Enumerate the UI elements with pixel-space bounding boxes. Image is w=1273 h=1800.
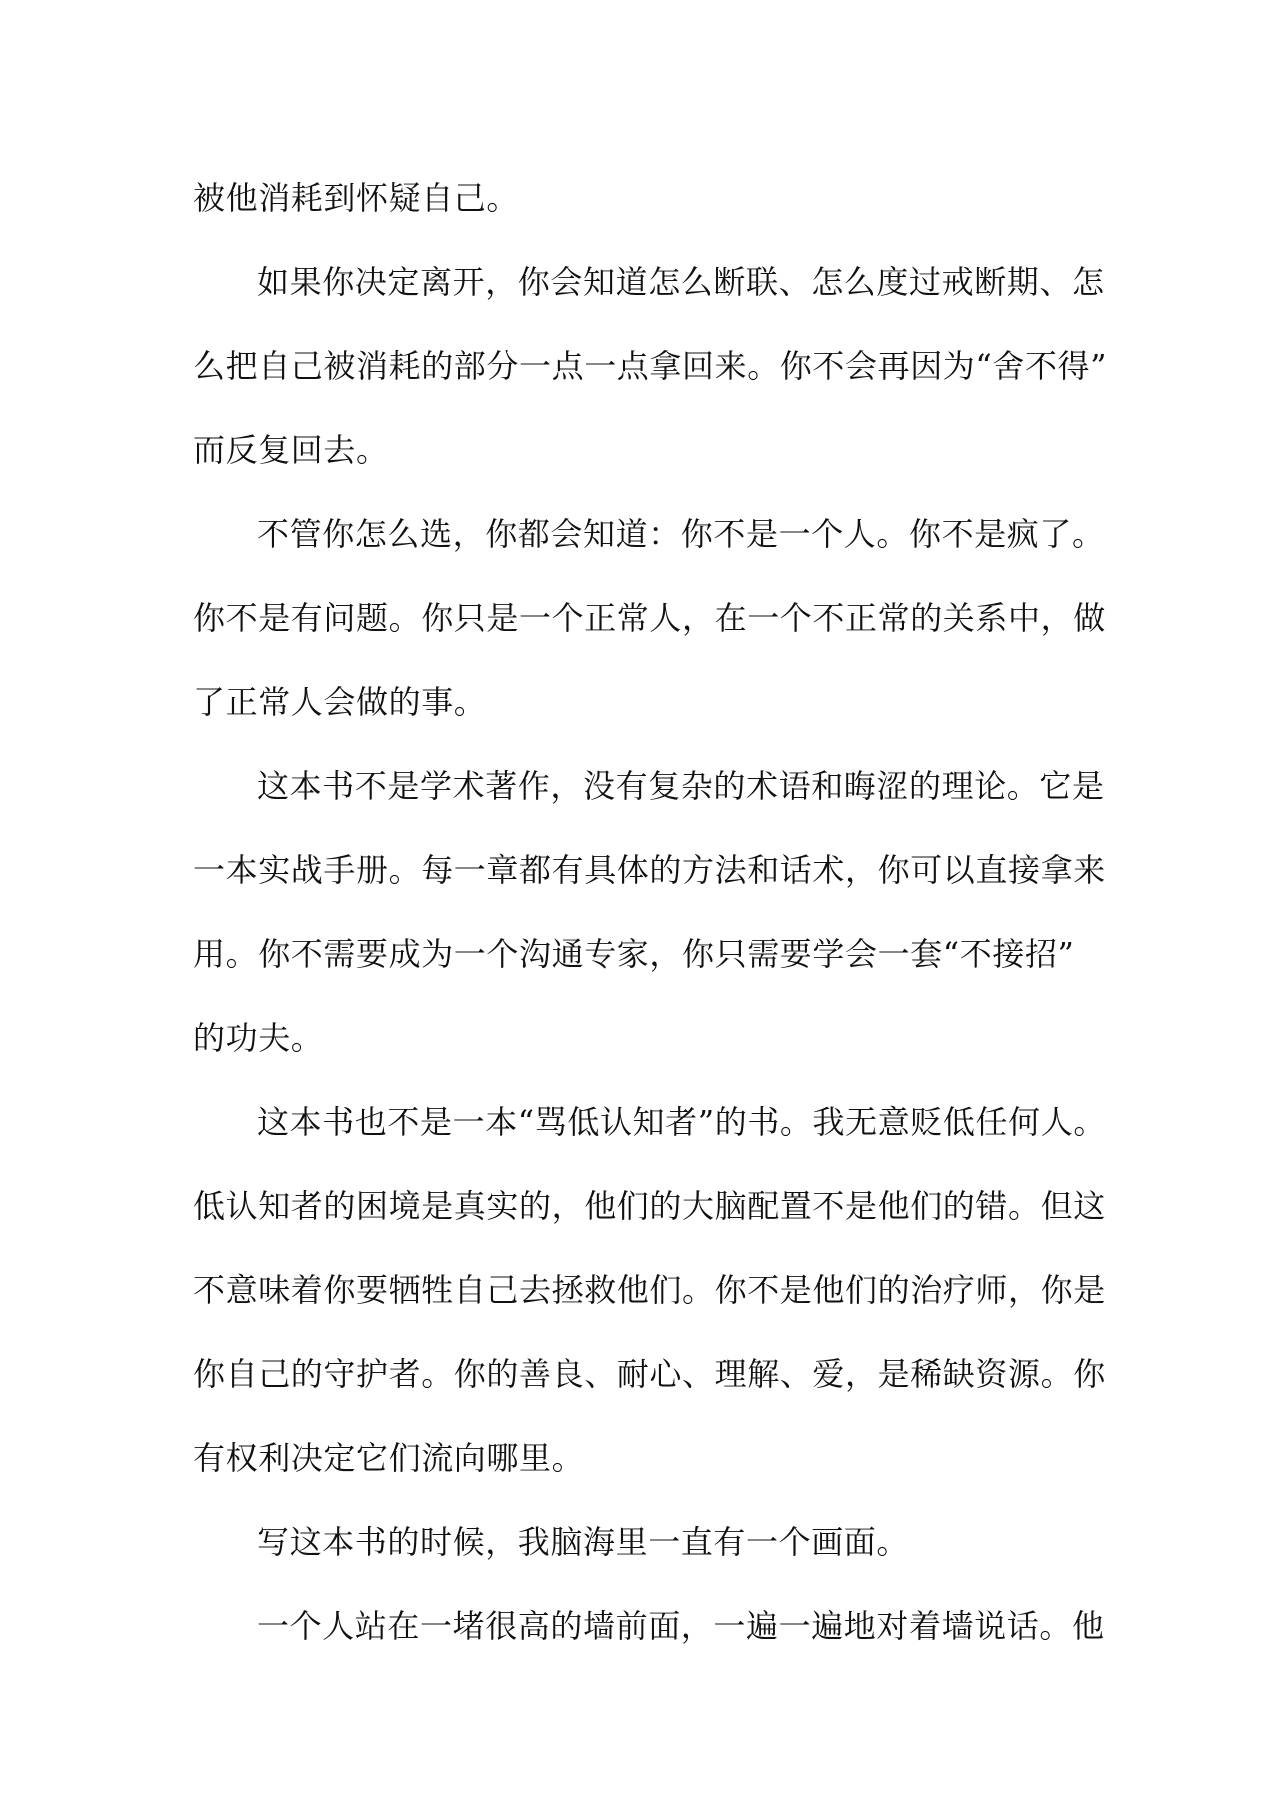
text-line: 写这本书的时候，我脑海里一直有一个画面。 [257, 1523, 910, 1561]
text-line: 有权利决定它们流向哪里。 [193, 1439, 585, 1477]
text-line: 你自己的守护者。你的善良、耐心、理解、爱，是稀缺资源。你 [193, 1355, 1106, 1393]
text-line: 了正常人会做的事。 [193, 683, 487, 721]
text-line: 你不是有问题。你只是一个正常人，在一个不正常的关系中，做 [193, 599, 1106, 637]
text-line: 而反复回去。 [193, 431, 389, 469]
text-line: 如果你决定离开，你会知道怎么断联、怎么度过戒断期、怎 [257, 263, 1105, 301]
text-line: 这本书也不是一本“骂低认知者”的书。我无意贬低任何人。 [257, 1103, 1106, 1141]
text-line: 低认知者的困境是真实的，他们的大脑配置不是他们的错。但这 [193, 1187, 1106, 1225]
text-line: 这本书不是学术著作，没有复杂的术语和晦涩的理论。它是 [257, 767, 1105, 805]
text-line: 一个人站在一堵很高的墙前面，一遍一遍地对着墙说话。他 [257, 1607, 1105, 1645]
text-line: 不管你怎么选，你都会知道：你不是一个人。你不是疯了。 [257, 515, 1105, 553]
text-line: 的功夫。 [193, 1019, 324, 1057]
text-line: 一本实战手册。每一章都有具体的方法和话术，你可以直接拿来 [193, 851, 1106, 889]
text-line: 不意味着你要牺牲自己去拯救他们。你不是他们的治疗师，你是 [193, 1271, 1106, 1309]
text-line: 用。你不需要成为一个沟通专家，你只需要学会一套“不接招” [193, 935, 1075, 973]
text-line: 么把自己被消耗的部分一点一点拿回来。你不会再因为“舍不得” [193, 347, 1108, 385]
text-line: 被他消耗到怀疑自己。 [193, 179, 520, 217]
